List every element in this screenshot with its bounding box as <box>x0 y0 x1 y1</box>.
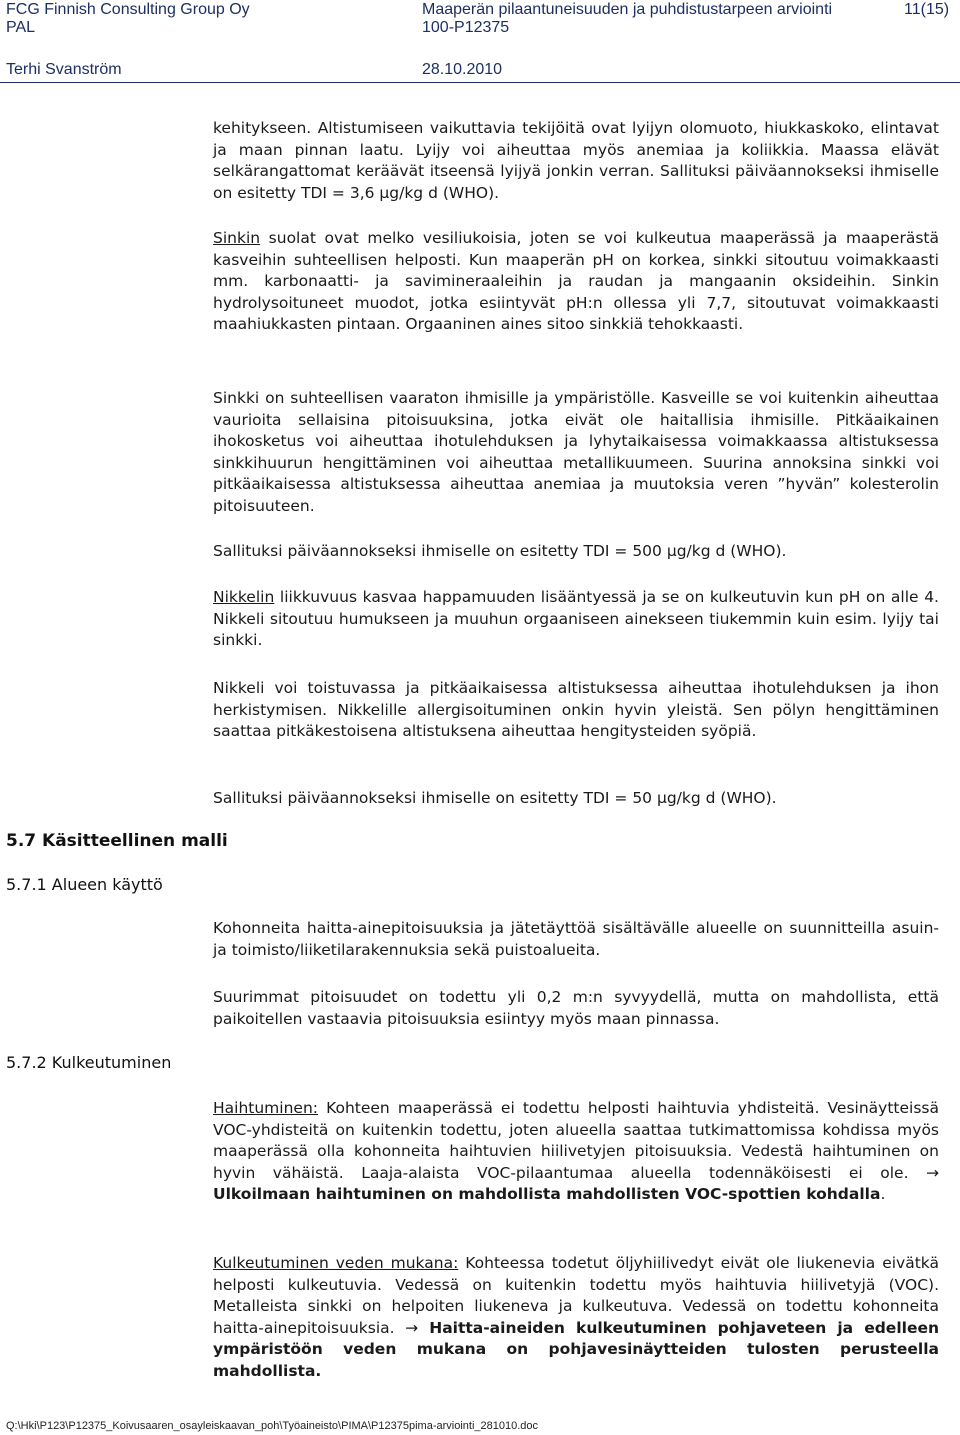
term-nikkelin: Nikkelin <box>213 588 275 606</box>
paragraph-nickel-tdi <box>213 788 939 810</box>
paragraph-zinc-health <box>213 388 939 518</box>
paragraph-concentrations-text: Suurimmat pitoisuudet on todettu yli 0,2 m:n syvyydellä, mutta on mahdollista, että paikoitellen vastaavia pitoisuuksia esiintyy myös maan pinnassa. <box>213 988 939 1028</box>
paragraph-nickel-mobility-text: liikkuvuus kasvaa happamuuden lisääntyessä ja se on kulkeutuvin kun pH on alle 4. Nikkeli sitoutuu humukseen ja muuhun orgaaniseen ainekseen tiukemmin kuin esim. lyijy tai sinkki. <box>213 588 939 650</box>
paragraph-nickel-health <box>213 678 939 743</box>
section-heading-5-7-1: 5.7.1 Alueen käyttö <box>6 875 163 894</box>
section-heading-5-7-2: 5.7.2 Kulkeutuminen <box>6 1053 172 1072</box>
section-heading-5-7: 5.7 Käsitteellinen malli <box>6 831 228 851</box>
nickel-tdi-text: Sallituksi päiväannokseksi ihmiselle on esitetty TDI = 50 µg/kg d (WHO). <box>213 789 777 807</box>
arrow-icon: → <box>926 1163 939 1182</box>
zinc-tdi-text: Sallituksi päiväannokseksi ihmiselle on esitetty TDI = 500 µg/kg d (WHO). <box>213 542 787 560</box>
paragraph-zinc-mobility <box>213 228 939 336</box>
evaporation-conclusion: Ulkoilmaan haihtuminen on mahdollista mahdollisten VOC-spottien kohdalla <box>213 1185 881 1204</box>
paragraph-zinc-tdi <box>213 541 939 563</box>
paragraph-land-use-text: Kohonneita haitta-ainepitoisuuksia ja jätetäyttöä sisältävälle alueelle on suunnitteilla asuin- ja toimisto/liiketilarakennuksia sekä puistoalueita. <box>213 919 939 959</box>
paragraph-evaporation <box>213 1098 939 1206</box>
arrow-icon: → <box>405 1318 419 1337</box>
paragraph-zinc-health-text: Sinkki on suhteellisen vaaraton ihmisille ja ympäristölle. Kasveille se voi kuitenkin aiheuttaa vaurioita sellaisina pitoisuuksina, jotka eivät ole haitallisia ihmisille. Pitkäaikainen ihokosketus voi aiheuttaa ihotulehduksen ja lyhytaikaisessa voimakkaassa altistuksessa sinkkihuurun hengittäminen voi aiheuttaa metallikuumeen. Suurina annoksina sinkki voi pitkäaikaisessa altistuksessa aiheuttaa anemiaa ja muutoksia veren ”hyvän” kolesterolin pitoisuuteen. <box>213 389 939 515</box>
water-transport-conclusion: Haitta-aineiden kulkeutuminen pohjaveteen ja edelleen ympäristöön veden mukana on pohjavesinäytteiden tulosten perusteella mahdollista. <box>213 1318 940 1380</box>
paragraph-lead <box>213 118 939 204</box>
header-rule <box>0 82 960 83</box>
paragraph-water-transport <box>213 1253 939 1383</box>
page-number: 11(15) <box>904 1 950 18</box>
paragraph-evaporation-text: Kohteen maaperässä ei todettu helposti haihtuvia yhdisteitä. Vesinäytteissä VOC-yhdisteitä on kuitenkin todettu, joten alueella saattaa tutkimattomissa kohdissa myös maaperässä olla kohonneita haihtuvien hiilivetyjen pitoisuuksia. Vedestä haihtuminen on hyvin vähäistä. Laaja-alaista VOC-pilaantumaa alueella todennäköisesti ei ole. <box>213 1099 939 1182</box>
evaporation-period: . <box>880 1185 886 1204</box>
term-sinkin: Sinkin <box>213 229 261 247</box>
term-haihtuminen: Haihtuminen: <box>213 1099 318 1117</box>
company-name: FCG Finnish Consulting Group Oy <box>6 1 250 18</box>
paragraph-nickel-health-text: Nikkeli voi toistuvassa ja pitkäaikaisessa altistuksessa aiheuttaa ihotulehduksen ja ihon herkistymisen. Nikkelille allergisoituminen onkin hyvin yleistä. Sen pölyn hengittäminen saattaa pitkäkestoisena altistuksena aiheuttaa hengitysteiden syöpiä. <box>213 679 939 741</box>
paragraph-lead-text: kehitykseen. Altistumiseen vaikuttavia tekijöitä ovat lyijyn olomuoto, hiukkaskoko, elintavat ja maan pinnan laatu. Lyijy voi aiheuttaa myös anemiaa ja koliikkia. Maassa elävät selkärangattomat keräävät itseensä lyijyä jonkin verran. Sallituksi päiväannokseksi ihmiselle on esitetty TDI = 3,6 µg/kg d (WHO). <box>213 119 939 202</box>
document-title: Maaperän pilaantuneisuuden ja puhdistustarpeen arviointi <box>422 1 833 18</box>
term-kulkeutuminen-veden-mukana: Kulkeutuminen veden mukana: <box>213 1254 459 1272</box>
paragraph-water-transport-text: Kohteessa todetut öljyhiilivedyt eivät ole liukenevia eivätkä helposti kulkeutuvia. Vedessä on kuitenkin todettu myös haihtuvia hiilivetyjä (VOC). Metalleista sinkki on helpoiten liukeneva ja kulkeutuva. Vedessä on todettu kohonneita haitta-ainepitoisuuksia. <box>213 1254 939 1337</box>
unit-name: PAL <box>6 19 36 36</box>
paragraph-concentrations <box>213 987 939 1030</box>
paragraph-nickel-mobility <box>213 587 939 652</box>
paragraph-zinc-mobility-text: suolat ovat melko vesiliukoisia, joten se voi kulkeutua maaperässä ja maaperästä kasveihin suhteellisen helposti. Kun maaperän pH on korkea, sinkki sitoutuu voimakkaasti mm. karbonaatti- ja savimineraaleihin ja raudan ja mangaanin oksideihin. Sinkin hydrolysoituneet muodot, jotka esiintyvät pH:n ollessa yli 7,7, sitoutuvat voimakkaasti maahiukkasten pintaan. Orgaaninen aines sitoo sinkkiä tehokkaasti. <box>213 229 939 334</box>
document-date: 28.10.2010 <box>422 61 503 78</box>
project-number: 100-P12375 <box>422 19 510 36</box>
paragraph-land-use <box>213 918 939 961</box>
author-name: Terhi Svanström <box>6 61 122 78</box>
file-path-footer: Q:\Hki\P123\P12375_Koivusaaren_osayleiskaavan_poh\Työaineisto\PIMA\P12375pima-arviointi_281010.doc <box>6 1420 539 1432</box>
